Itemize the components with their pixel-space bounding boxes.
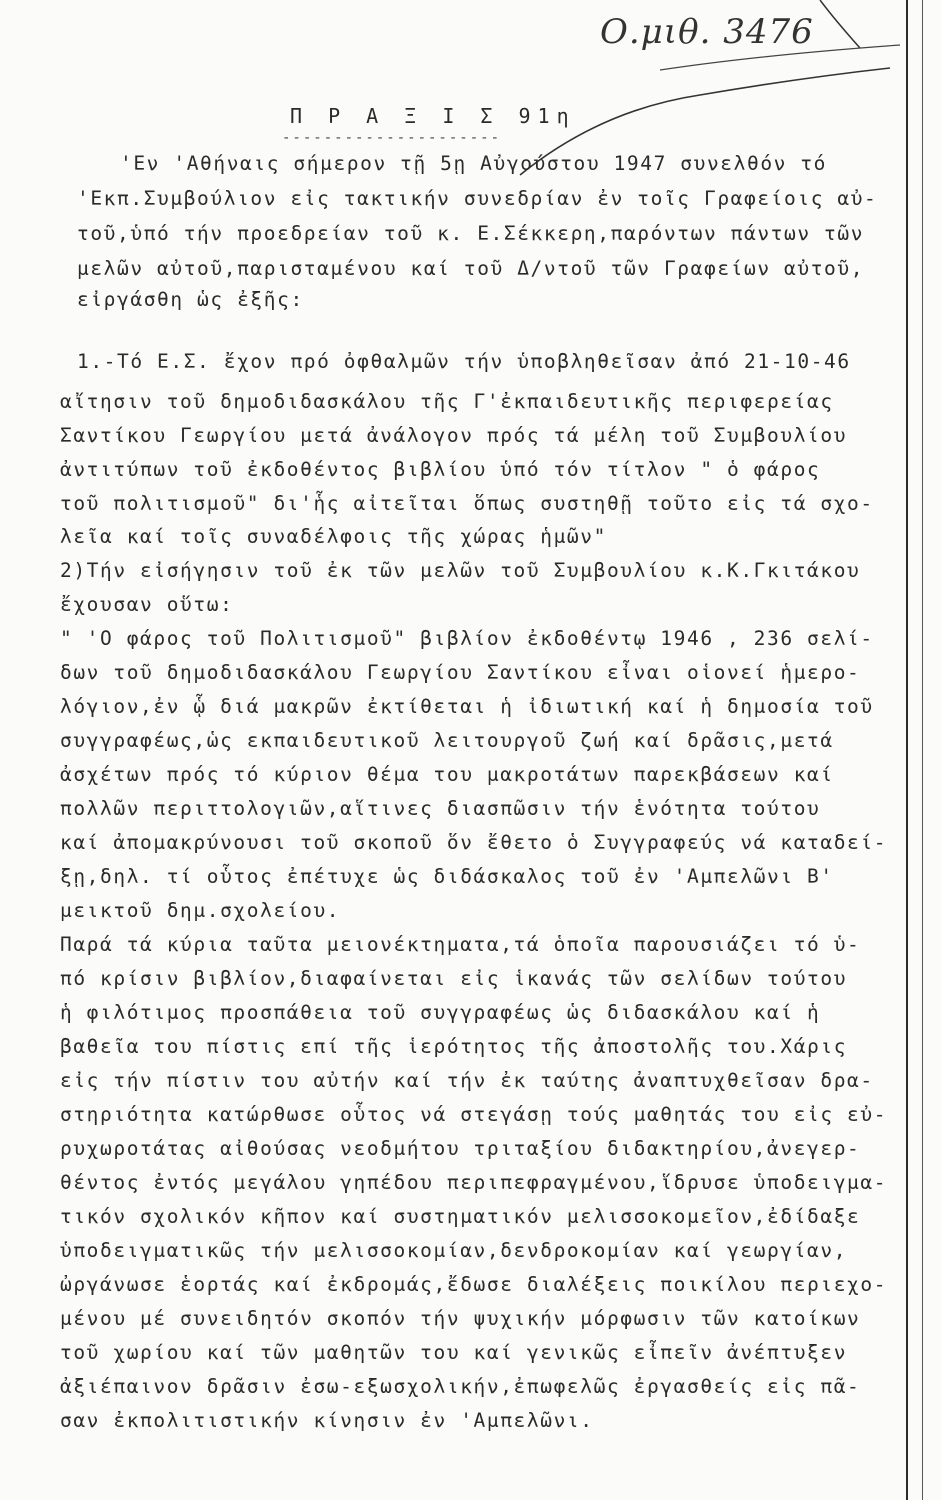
- text-line: βαθεῖα του πίστις επί τῆς ἱερότητος τῆς ἀποστολῆς του.Χάρις: [60, 1035, 848, 1058]
- text-line: μεικτοῦ δημ.σχολείου.: [60, 899, 341, 922]
- text-line: 'Εκπ.Συμβούλιον εἰς τακτικήν συνεδρίαν ἐν τοῖς Γραφείοις αὐ-: [77, 187, 878, 210]
- text-line: πολλῶν περιττολογιῶν,αἵτινες διασπῶσιν τήν ἑνότητα τούτου: [60, 797, 821, 820]
- text-line: λόγιον,ἐν ᾧ διά μακρῶν ἐκτίθεται ἡ ἰδιωτική καί ἡ δημοσία τοῦ: [60, 695, 874, 718]
- text-line: Παρά τά κύρια ταῦτα μειονέκτηματα,τά ὁποῖα παρουσιάζει τό ὑ-: [60, 933, 861, 956]
- archive-reference-annotation: Ο.μιθ. 3476: [600, 12, 814, 52]
- text-line: σαν ἐκπολιτιστικήν κίνησιν ἐν 'Αμπελῶνι.: [60, 1409, 594, 1432]
- text-line: εἰργάσθη ὡς ἐξῆς:: [77, 288, 304, 311]
- text-line: τοῦ πολιτισμοῦ" δι'ἧς αἰτεῖται ὅπως συστηθῇ τοῦτο εἰς τά σχο-: [60, 492, 874, 515]
- text-line: εἰς τήν πίστιν του αὐτήν καί τήν ἐκ ταύτης ἀναπτυχθεῖσαν δρα-: [60, 1069, 874, 1092]
- text-line: ἔχουσαν οὕτω:: [60, 593, 234, 616]
- document-title: Π Ρ Α Ξ Ι Σ 91η: [290, 104, 576, 128]
- text-line: τικόν σχολικόν κῆπον καί συστηματικόν μελισσοκομεῖον,ἐδίδαξε: [60, 1205, 861, 1228]
- text-line: τοῦ χωρίου καί τῶν μαθητῶν του καί γενικῶς εἶπεῖν ἀνέπτυξεν: [60, 1341, 848, 1364]
- text-line: ξῃ,δηλ. τί οὗτος ἐπέτυχε ὡς διδάσκαλος τοῦ ἐν 'Αμπελῶνι Β': [60, 865, 834, 888]
- text-line: 'Εν 'Αθήναις σήμερον τῇ 5ῃ Αὐγούστου 1947 συνελθόν τό: [120, 152, 828, 175]
- text-line: ἡ φιλότιμος προσπάθεια τοῦ συγγραφέως ὡς διδασκάλου καί ἡ: [60, 1001, 821, 1024]
- text-line: δων τοῦ δημοδιδασκάλου Γεωργίου Σαντίκου εἶναι οἱονεί ἡμερο-: [60, 661, 861, 684]
- text-line: 2)Τήν εἰσήγησιν τοῦ ἐκ τῶν μελῶν τοῦ Συμβουλίου κ.Κ.Γκιτάκου: [60, 559, 861, 582]
- text-line: αἴτησιν τοῦ δημοδιδασκάλου τῆς Γ'ἐκπαιδευτικῆς περιφερείας: [60, 390, 834, 413]
- text-line: ὠργάνωσε ἑορτάς καί ἐκδρομάς,ἔδωσε διαλέξεις ποικίλου περιεχο-: [60, 1273, 888, 1296]
- text-line: πό κρίσιν βιβλίον,διαφαίνεται εἰς ἱκανάς τῶν σελίδων τούτου: [60, 967, 848, 990]
- text-line: μένου μέ συνειδητόν σκοπόν τήν ψυχικήν μόρφωσιν τῶν κατοίκων: [60, 1307, 861, 1330]
- text-line: συγγραφέως,ὡς εκπαιδευτικοῦ λειτουργοῦ ζωή καί δρᾶσις,μετά: [60, 729, 834, 752]
- text-line: θέντος ἐντός μεγάλου γηπέδου περιπεφραγμένου,ἵδρυσε ὑποδειγμα-: [60, 1171, 888, 1194]
- text-line: στηριότητα κατώρθωσε οὗτος νά στεγάσῃ τούς μαθητάς του εἰς εὐ-: [60, 1103, 888, 1126]
- text-line: λεῖα καί τοῖς συναδέλφοις τῆς χώρας ἡμῶν": [60, 525, 607, 548]
- text-line: μελῶν αὐτοῦ,παρισταμένου καί τοῦ Δ/ντοῦ τῶν Γραφείων αὐτοῦ,: [77, 257, 865, 280]
- text-line: καί ἀπομακρύνουσι τοῦ σκοποῦ ὅν ἔθετο ὁ Συγγραφεύς νά καταδεί-: [60, 831, 888, 854]
- text-line: τοῦ,ὑπό τήν προεδρείαν τοῦ κ. Ε.Σέκκερη,παρόντων πάντων τῶν: [77, 222, 865, 245]
- text-line: " 'Ο φάρος τοῦ Πολιτισμοῦ" βιβλίον ἐκδοθέντῳ 1946 , 236 σελί-: [60, 627, 874, 650]
- text-line: ἀντιτύπων τοῦ ἐκδοθέντος βιβλίου ὑπό τόν τίτλον " ὁ φάρος: [60, 458, 821, 481]
- text-line: 1.-Τό Ε.Σ. ἔχον πρό ὀφθαλμῶν τήν ὑποβληθεῖσαν ἀπό 21-10-46: [77, 350, 851, 373]
- text-line: ὑποδειγματικῶς τήν μελισσοκομίαν,δενδροκομίαν καί γεωργίαν,: [60, 1239, 848, 1262]
- text-line: ρυχωροτάτας αἰθούσας νεοδμήτου τριταξίου διδακτηρίου,ἀνεγερ-: [60, 1137, 861, 1160]
- title-underline: ---------------------: [282, 130, 502, 146]
- text-line: Σαντίκου Γεωργίου μετά ἀνάλογον πρός τά μέλη τοῦ Συμβουλίου: [60, 424, 848, 447]
- text-line: ἀξιέπαινον δρᾶσιν ἐσω-εξωσχολικήν,ἐπωφελῶς ἐργασθείς εἰς πᾶ-: [60, 1375, 861, 1398]
- text-line: ἀσχέτων πρός τό κύριον θέμα του μακροτάτων παρεκβάσεων καί: [60, 763, 834, 786]
